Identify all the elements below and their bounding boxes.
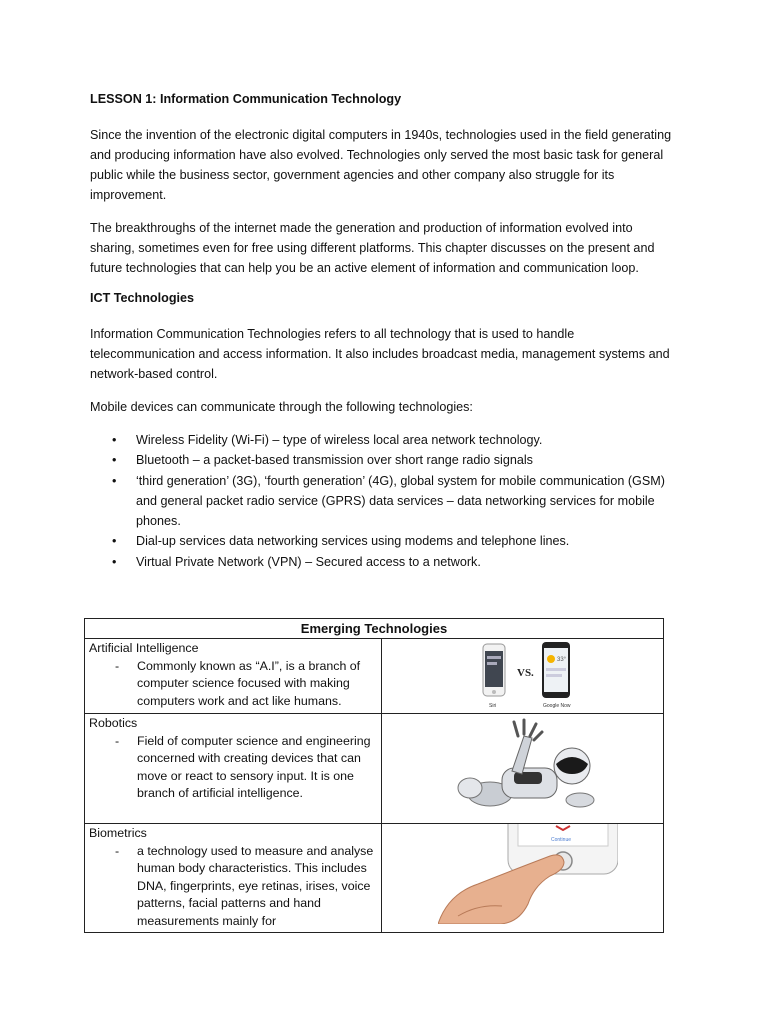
google-screen-line — [546, 668, 566, 671]
siri-vs-google-now-image — [480, 641, 615, 711]
robotics-description-cell — [85, 714, 382, 824]
robot-elbow — [566, 793, 594, 807]
table-header: Emerging Technologies — [85, 619, 664, 639]
dash-marker: - — [115, 733, 120, 748]
robot-foot — [458, 778, 482, 798]
intro-paragraph: Since the invention of the electronic digital computers in 1940s, technologies used in the field generating and producing information have also evolved. Technologies only served the most basic task for general public while the business sector, government agencies and other company also struggle for its improvement. — [90, 128, 672, 202]
biometrics-term: Biometrics — [89, 826, 147, 840]
dash-marker: - — [115, 658, 120, 673]
bullet-icon: • — [112, 534, 117, 549]
siri-screen-line — [487, 662, 497, 665]
bullet-icon: • — [112, 453, 117, 468]
technology-bullet-list — [112, 430, 682, 572]
continue-button: Continue — [551, 837, 572, 843]
hand-finger-icon — [438, 855, 564, 924]
biometrics-image-cell — [382, 824, 664, 933]
ai-description-item — [89, 658, 378, 711]
bullet-icon: • — [112, 433, 117, 447]
bullet-text: Bluetooth – a packet-based transmission over short range radio signals — [136, 453, 533, 468]
bullet-item-dialup — [112, 531, 682, 551]
emerging-technologies-table — [84, 618, 664, 933]
google-now-caption: Google Now — [543, 703, 571, 709]
siri-screen-line — [487, 656, 501, 659]
biometrics-description: a technology used to measure and analyse human body characteristics. This includes DNA, fingerprints, eye retinas, irises, voice patterns, facial patterns and hand measurements mainly for — [137, 843, 374, 928]
bullet-icon: • — [112, 554, 117, 569]
bullet-item-vpn — [112, 552, 682, 572]
ict-definition-paragraph: Information Communication Technologies refers to all technology that is used to handle telecommunication and access information. It also includes broadcast media, management systems and network-based control. — [90, 327, 670, 381]
home-button — [492, 690, 496, 694]
siri-caption: Siri — [489, 703, 497, 709]
ai-description: Commonly known as “A.I”, is a branch of computer science focused with making computers work and act like humans. — [137, 658, 361, 708]
fingerprint-scanner-illustration — [438, 824, 618, 924]
vs-label: VS. — [517, 667, 534, 679]
bullet-text: Virtual Private Network (VPN) – Secured access to a network. — [136, 554, 481, 569]
bullet-text: ‘third generation’ (3G), ‘fourth generation’ (4G), global system for mobile communication (GSM) and general packet radio service (GPRS) data services – data networking services for mobile phones. — [136, 473, 665, 529]
lesson-title: LESSON 1: Information Communication Technology — [90, 92, 402, 106]
robotics-description: Field of computer science and engineering concerned with creating devices that can move or react to sensory input. It is one branch of artificial intelligence. — [137, 733, 371, 800]
robotics-description-item — [89, 733, 378, 803]
mobile-devices-paragraph: Mobile devices can communicate through the following technologies: — [90, 400, 473, 414]
robotics-term: Robotics — [89, 716, 138, 730]
google-screen-line — [546, 674, 562, 677]
dash-marker: - — [115, 843, 120, 858]
bullet-text: Wireless Fidelity (Wi-Fi) – type of wireless local area network technology. — [136, 433, 543, 447]
ai-image-cell — [382, 639, 664, 714]
temperature-text: 33° — [557, 657, 567, 663]
sun-icon — [547, 655, 555, 663]
bullet-text: Dial-up services data networking services using modems and telephone lines. — [136, 534, 570, 549]
table-row — [85, 714, 664, 824]
bullet-item-bluetooth — [112, 450, 682, 470]
robot-chest-panel — [514, 772, 542, 784]
robot-illustration — [452, 716, 602, 816]
bullet-icon: • — [112, 473, 117, 488]
bullet-item-3g-4g — [112, 471, 682, 532]
ai-term: Artificial Intelligence — [89, 641, 199, 655]
bullet-item-wifi — [112, 430, 682, 450]
biometrics-description-item — [89, 843, 378, 931]
ict-heading: ICT Technologies — [90, 291, 195, 305]
breakthrough-paragraph: The breakthroughs of the internet made the generation and production of information evolved into sharing, sometimes even for free using different platforms. This chapter discusses on the present and future technologies that can help you be an active element of information and communication loop. — [90, 221, 655, 275]
table-row — [85, 639, 664, 714]
biometrics-description-cell — [85, 824, 382, 933]
table-row — [85, 824, 664, 933]
robotics-image-cell — [382, 714, 664, 824]
ai-description-cell — [85, 639, 382, 714]
